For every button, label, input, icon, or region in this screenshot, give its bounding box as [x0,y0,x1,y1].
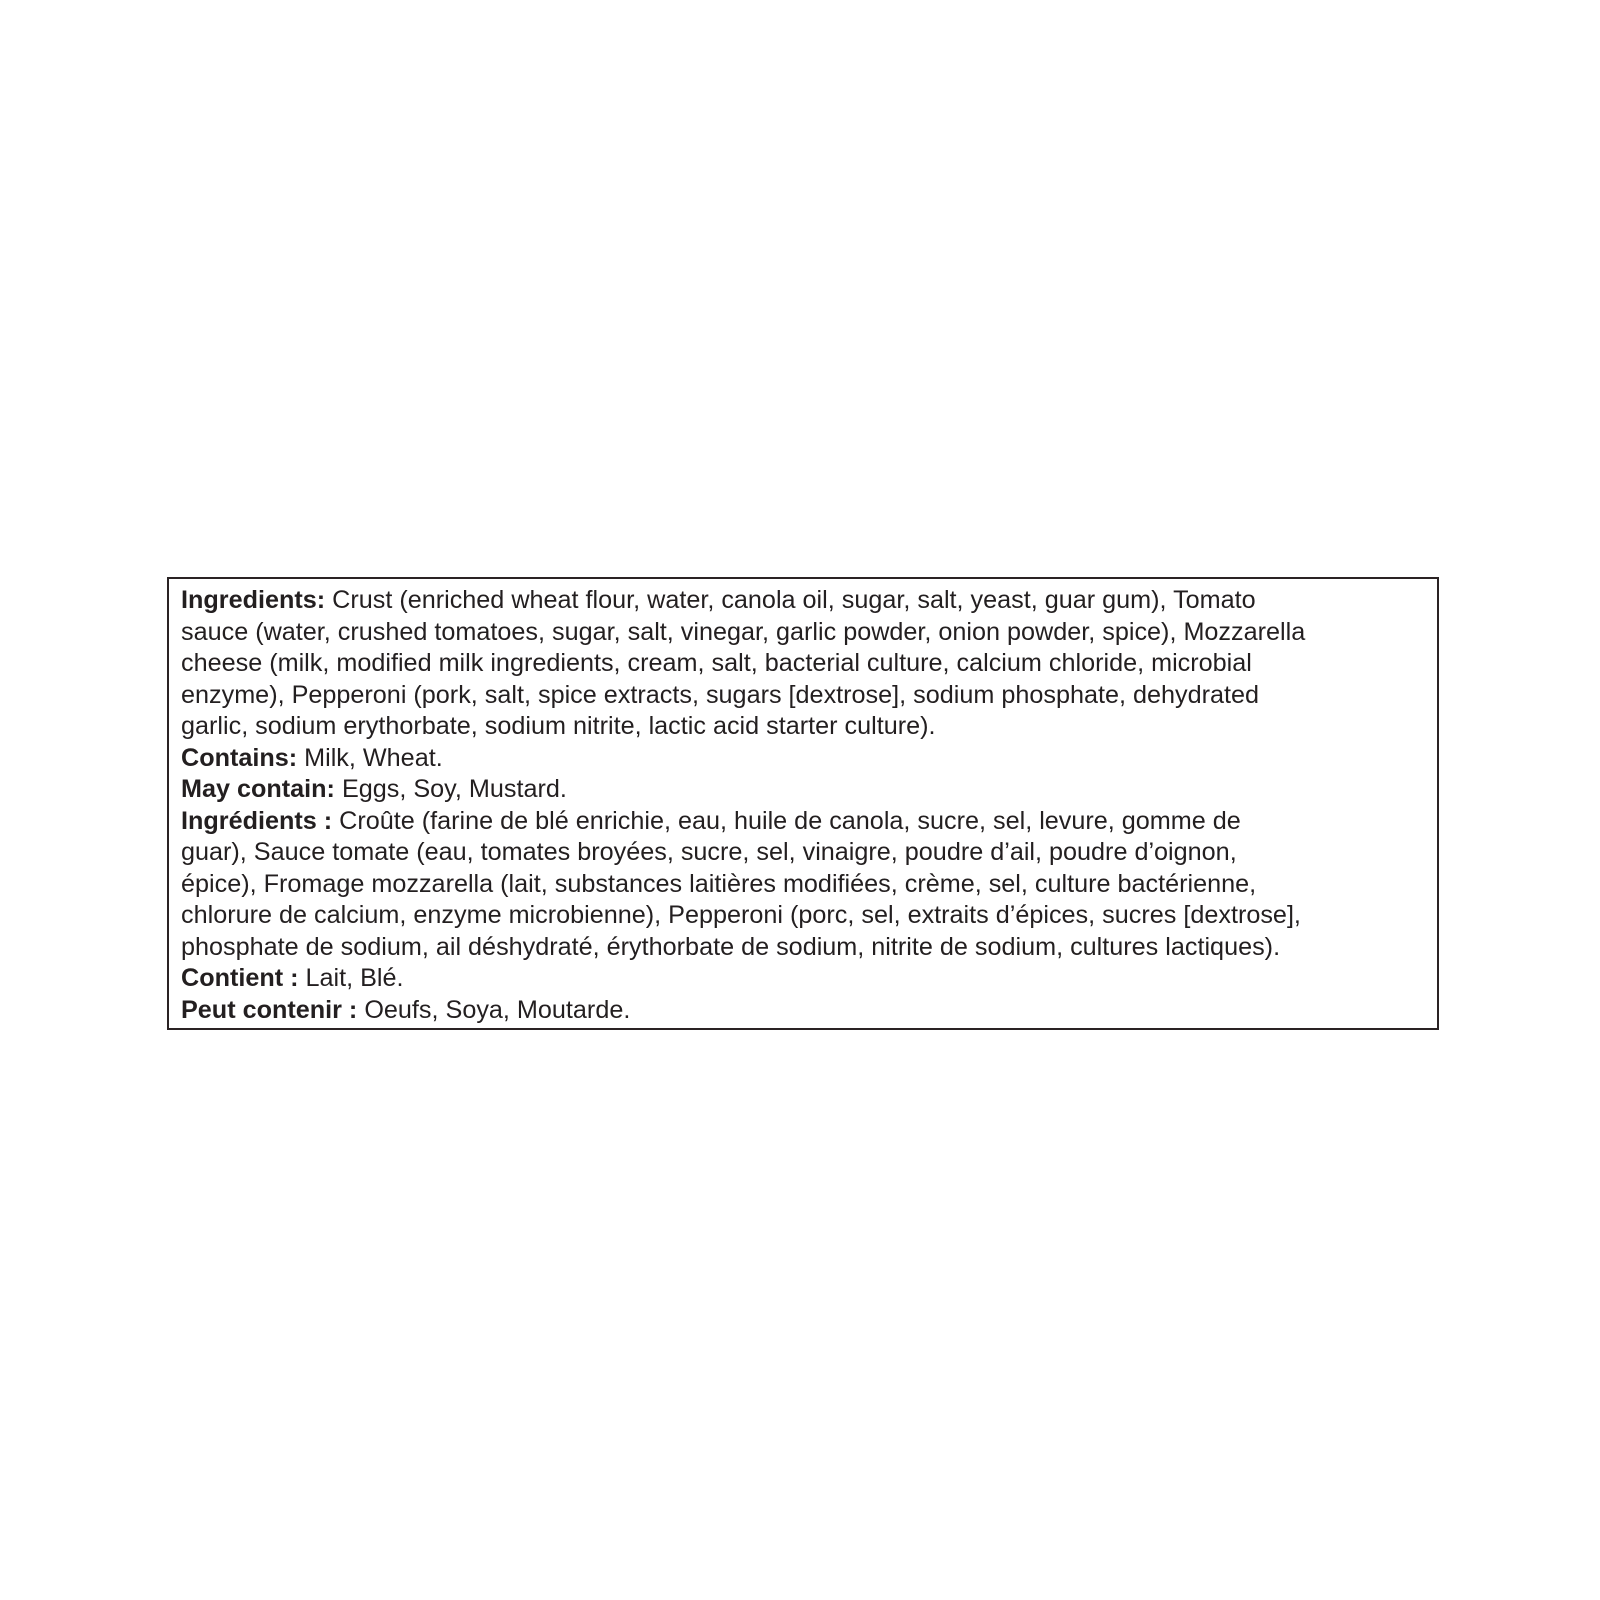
french-contains-heading: Contient : [181,964,299,992]
ingredients-line: chlorure de calcium, enzyme microbienne), Pepperoni (porc, sel, extraits d’épices, sucres [dextrose], [181,901,1301,929]
ingredients-line: garlic, sodium erythorbate, sodium nitrite, lactic acid starter culture). [181,712,936,740]
english-may-contain-heading: May contain: [181,775,335,803]
allergen-line [181,743,1427,775]
ingredients-line: cheese (milk, modified milk ingredients, cream, salt, bacterial culture, calcium chloride, microbial [181,649,1252,677]
ingredients-line [181,806,1427,838]
english-may-contain [181,774,1427,806]
english-ingredients-heading: Ingredients: [181,586,326,614]
french-ingredients-text: Croûte (farine de blé enrichie, eau, huile de canola, sucre, sel, levure, gomme de [332,806,1241,835]
french-ingredients [181,806,1427,964]
french-may-contain-heading: Peut contenir : [181,995,358,1024]
ingredients-line: phosphate de sodium, ail déshydraté, érythorbate de sodium, nitrite de sodium, cultures lactiques). [181,932,1281,961]
french-may-contain [181,995,1427,1027]
english-may-contain-text: Eggs, Soy, Mustard. [334,775,567,803]
ingredients-line: guar), Sauce tomate (eau, tomates broyées, sucre, sel, vinaigre, poudre d’ail, poudre d’oignon, [181,838,1237,866]
french-ingredients-heading: Ingrédients : [181,806,333,835]
ingredients-line [181,585,1427,617]
english-contains-text: Milk, Wheat. [297,743,443,772]
ingredients-line: épice), Fromage mozzarella (lait, substances laitières modifiées, crème, sel, culture bactérienne, [181,869,1257,898]
english-ingredients-text: Crust (enriched wheat flour, water, canola oil, sugar, salt, yeast, guar gum), Tomato [325,586,1256,614]
english-contains [181,743,1427,775]
english-contains-heading: Contains: [181,743,298,772]
english-ingredients [181,585,1427,743]
ingredients-label-box [167,577,1439,1030]
allergen-line [181,995,1427,1027]
french-contains-text: Lait, Blé. [298,964,404,992]
french-may-contain-text: Oeufs, Soya, Moutarde. [357,995,631,1024]
french-contains [181,963,1427,995]
ingredients-line: enzyme), Pepperoni (pork, salt, spice extracts, sugars [dextrose], sodium phosphate, dehydrated [181,680,1260,709]
allergen-line [181,963,1427,995]
ingredients-line: sauce (water, crushed tomatoes, sugar, salt, vinegar, garlic powder, onion powder, spice), Mozzarella [181,617,1306,646]
allergen-line [181,774,1427,806]
